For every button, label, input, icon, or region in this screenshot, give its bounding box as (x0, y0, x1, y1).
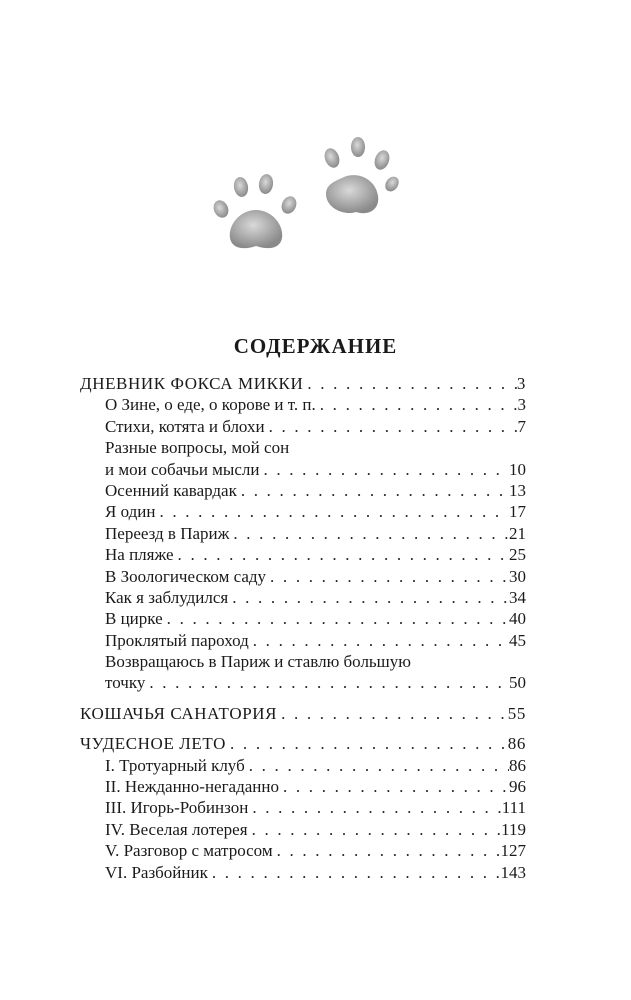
toc-item-line: Разные вопросы, мой сон (105, 438, 290, 458)
toc-section-title: ЧУДЕСНОЕ ЛЕТО (80, 734, 227, 754)
table-of-contents (80, 373, 526, 883)
toc-item: и мои собачьи мысли . . . 10 (80, 459, 526, 480)
toc-page-number: 55 (507, 703, 526, 723)
toc-section-row (80, 733, 526, 754)
toc-item: В цирке . . . 40 (80, 608, 526, 629)
toc-section-row (80, 373, 526, 394)
toc-item: I. Тротуарный клуб . . . 86 (80, 755, 526, 776)
paw-print-icon (206, 170, 306, 252)
toc-item-line: Возвращаюсь в Париж и ставлю большую (105, 652, 411, 672)
toc-item: VI. Разбойник . . . 143 (80, 862, 526, 883)
toc-item: Осенний кавардак . . . 13 (80, 480, 526, 501)
toc-item: Я один . . . 17 (80, 501, 526, 522)
toc-section-row (80, 703, 526, 724)
toc-item: IV. Веселая лотерея . . . 119 (80, 819, 526, 840)
toc-item: В Зоологическом саду . . . 30 (80, 566, 526, 587)
toc-section-title: КОШАЧЬЯ САНАТОРИЯ (80, 703, 278, 723)
page-title: СОДЕРЖАНИЕ (233, 334, 398, 358)
toc-item: О Зине, о еде, о корове и т. п. . . . 3 (80, 394, 526, 415)
toc-item: III. Игорь-Робинзон . . . 111 (80, 797, 526, 818)
toc-item: точку . . . 50 (80, 672, 526, 693)
toc-item: Переезд в Париж . . . 21 (80, 523, 526, 544)
toc-item: Как я заблудился . . . 34 (80, 587, 526, 608)
toc-page-number: 86 (507, 734, 526, 754)
toc-item: V. Разговор с матросом . . . 127 (80, 840, 526, 861)
toc-page-number: 3 (516, 374, 526, 393)
toc-item: Стихи, котята и блохи . . . 7 (80, 416, 526, 437)
toc-item: На пляже . . . 25 (80, 544, 526, 565)
toc-item: II. Нежданно-негаданно . . . 96 (80, 776, 526, 797)
toc-item: Проклятый пароход . . . 45 (80, 630, 526, 651)
paw-prints-illustration (0, 0, 631, 260)
paw-print-icon (312, 136, 412, 220)
toc-section-title: ДНЕВНИК ФОКСА МИККИ (80, 374, 304, 393)
